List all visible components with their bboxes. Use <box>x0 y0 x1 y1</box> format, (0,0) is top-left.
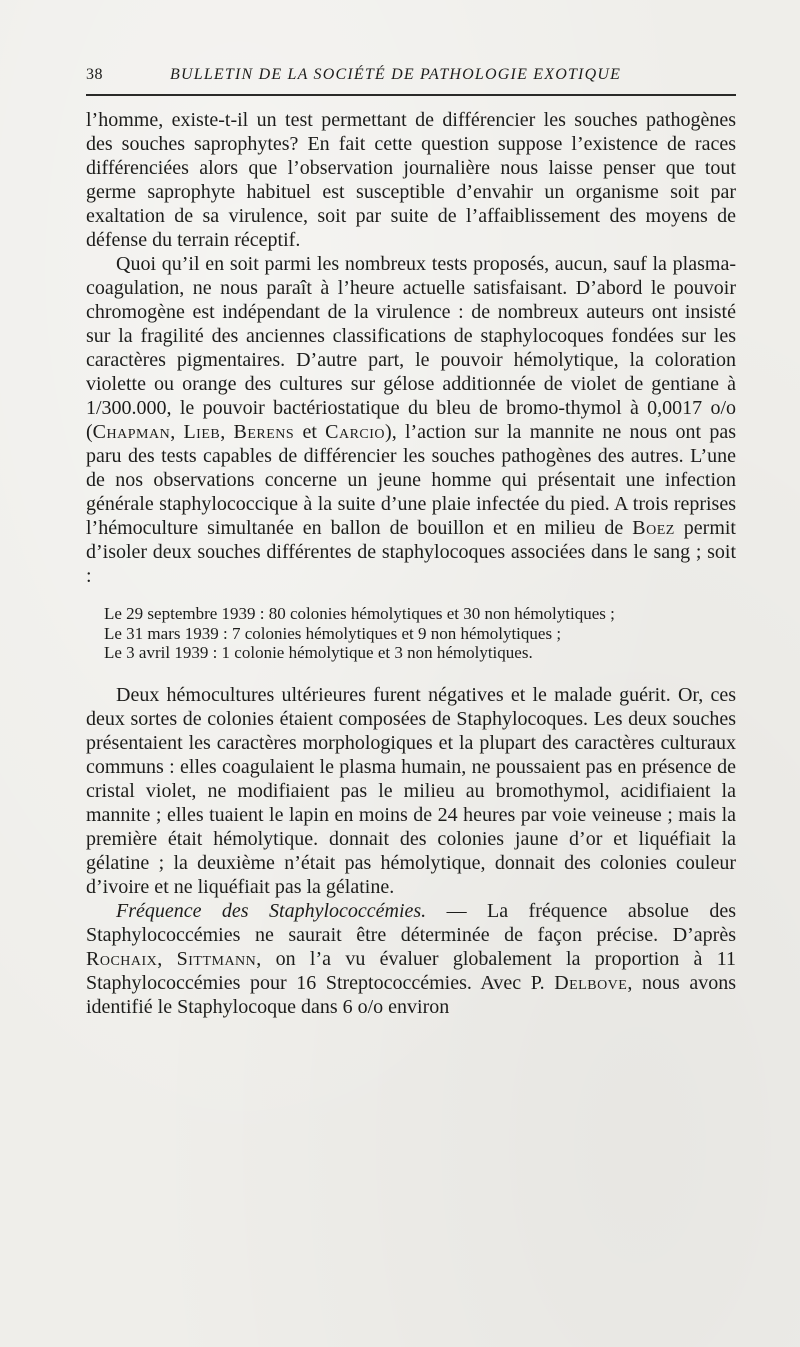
header-rule <box>86 94 736 96</box>
paragraph-2-text-a: Quoi qu’il en soit parmi les nombreux tests proposés, aucun, sauf la plasma-coagulation, ne nous paraît à l’heure actuelle satisfaisant. D’abord le pouvoir chromogène est indépendant de la virulence : de nombreux auteurs ont insisté sur la fragilité des anciennes classifications de staphylocoques fondées sur les caractères pigmentaires. D’autre part, le pouvoir hémolytique, la coloration violette ou orange des cultures sur gélose additionnée de violet de gentiane à 1/300.000, le pouvoir bactériostatique du bleu de bromo-thymol à 0,0017 o/o ( <box>86 253 736 443</box>
paragraph-4 <box>86 899 736 1019</box>
author-boez: Boez <box>632 517 675 539</box>
paragraph-3: Deux hémocultures ultérieures furent négatives et le malade guérit. Or, ces deux sortes de colonies étaient composées de Staphylocoques. Les deux souches présentaient les caractères morphologiques et la plupart des caractères culturaux communs : elles coagulaient le plasma humain, ne poussaient pas en présence de cristal violet, ne modifiaient pas le milieu au bromothymol, acidifiaient la mannite ; elles tuaient le lapin en moins de 24 heures par voie veineuse ; mais la première était hémolytique. donnait des colonies jaune d’or et liquéfiait la gélatine ; la deuxième n’était pas hémolytique, donnait des colonies couleur d’ivoire et ne liquéfiait pas la gélatine. <box>86 683 736 898</box>
page-number: 38 <box>86 66 103 83</box>
author-sittmann: Sittmann <box>176 947 257 970</box>
paragraph-2-text-b: ), l’action sur la mannite ne nous ont pas paru des tests capables de différencier les souches pathogènes des autres. L’une de nos observations concerne un jeune homme qui présentait une infection générale staphylococcique à la suite d’une plaie infectée du pied. A trois reprises l’hémoculture simultanée en ballon de bouillon et en milieu de <box>86 421 737 539</box>
observation-item: Le 31 mars 1939 : 7 colonies hémolytiques et 9 non hémolytiques ; <box>104 623 562 643</box>
paragraph-2-text-c: permit d’isoler deux souches différentes de staphylocoques associées dans le sang ; soit : <box>86 517 736 587</box>
paragraph-2 <box>86 252 736 588</box>
observation-item: Le 3 avril 1939 : 1 colonie hémolytique et 3 non hémolytiques. <box>104 643 533 662</box>
author-carcio: Carcio <box>325 421 386 443</box>
author-rochaix: Rochaix <box>86 947 158 970</box>
author-delbove: Delbove <box>554 971 628 994</box>
observation-item: Le 29 septembre 1939 : 80 colonies hémolytiques et 30 non hémolytiques ; <box>104 604 615 623</box>
paragraph-1: l’homme, existe-t-il un test permettant de différencier les souches pathogènes des souches saprophytes? En fait cette question suppose l’existence de races différenciées alors que l’observation journalière nous laisse penser que tout germe saprophyte habituel est susceptible d’envahir un organisme soit par exaltation de sa virulence, soit par suite de l’affaiblissement des moyens de défense du terrain réceptif. <box>86 109 736 251</box>
article-body <box>86 108 736 1019</box>
paragraph-4-text-a: — La fréquence absolue des Staphylococcémies ne saurait être déterminée de façon précise. D’après <box>86 899 736 946</box>
author-berens: Berens <box>233 421 295 443</box>
observation-list <box>104 604 736 663</box>
separator: , <box>157 947 177 970</box>
journal-title: BULLETIN DE LA SOCIÉTÉ DE PATHOLOGIE EXOTIQUE <box>170 66 622 83</box>
separator: , <box>170 421 184 443</box>
running-header <box>86 64 730 94</box>
section-heading: Fréquence des Staphylococcémies. <box>116 899 427 922</box>
paragraph-4-text-b: , on l’a vu évaluer globalement la proportion à 11 Staphylococcémies pour 16 Streptococcémies. Avec P. <box>86 947 736 994</box>
author-chapman: Chapman <box>92 421 171 443</box>
paragraph-4-text-c: , nous avons identifié le Staphylocoque dans 6 o/o environ <box>86 971 736 1018</box>
author-lieb: Lieb <box>183 421 221 443</box>
conjunction: et <box>294 421 326 443</box>
separator: , <box>220 421 234 443</box>
